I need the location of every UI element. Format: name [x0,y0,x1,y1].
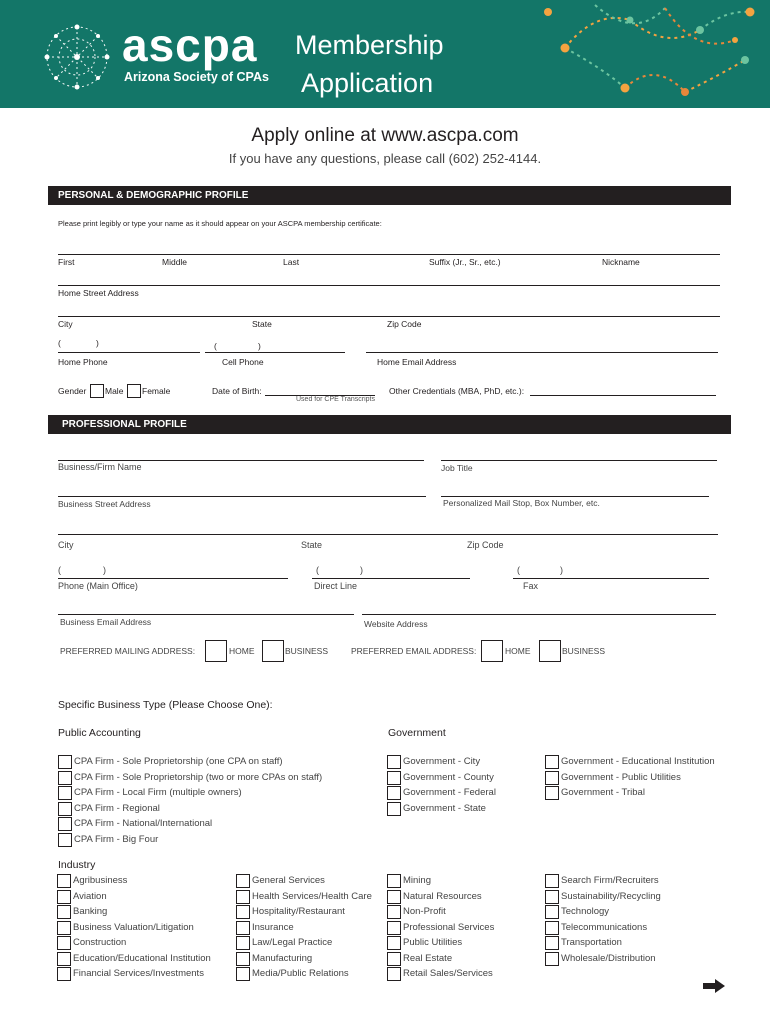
option-label: Mining [403,875,431,886]
option-label: CPA Firm - National/International [74,818,213,829]
industry-heading: Industry [58,859,96,871]
direct-paren-close: ) [360,565,363,575]
option-label: Public Utilities [403,937,463,948]
option-checkbox[interactable] [387,771,401,785]
option-label: General Services [252,875,325,886]
option-checkbox[interactable] [58,833,72,847]
apply-online-heading: Apply online at www.ascpa.com [251,125,519,146]
option-checkbox[interactable] [57,921,71,935]
option-label: Financial Services/Investments [73,968,204,979]
option-label: Wholesale/Distribution [561,952,656,964]
option-label: Sustainability/Recycling [561,890,661,902]
option-label: CPA Firm - Regional [74,802,160,814]
option-checkbox[interactable] [387,786,401,800]
home-state-label: State [252,319,272,329]
option-label: Government - Tribal [561,787,645,798]
option-checkbox[interactable] [58,802,72,816]
option-checkbox[interactable] [545,952,559,966]
logo-subtitle: Arizona Society of CPAs [124,70,269,84]
firm-name-label: Business/Firm Name [58,462,142,472]
option-checkbox[interactable] [57,967,71,981]
gender-male-label: Male [105,386,124,396]
option-checkbox[interactable] [236,905,250,919]
option-label: Construction [73,937,127,948]
option-label: CPA Firm - Sole Proprietorship (one CPA on staff) [74,756,283,767]
business-email-line[interactable] [58,614,354,615]
fax-label: Fax [523,581,539,591]
option-label: Real Estate [403,952,453,964]
pref-mailing-home-checkbox[interactable] [205,640,227,662]
option-checkbox[interactable] [387,967,401,981]
fax-paren-open: ( [517,565,520,575]
option-label: Natural Resources [403,890,482,902]
pref-mailing-label: PREFERRED MAILING ADDRESS: [60,646,196,656]
job-title-line[interactable] [441,460,717,461]
option-label: Transportation [561,937,622,948]
logo-wordmark: ascpa [122,19,258,71]
option-checkbox[interactable] [387,921,401,935]
option-checkbox[interactable] [545,755,559,769]
home-address-label: Home Street Address [58,288,139,298]
pref-email-business-checkbox[interactable] [539,640,561,662]
option-checkbox[interactable] [236,874,250,888]
option-label: Non-Profit [403,906,446,917]
option-checkbox[interactable] [58,755,72,769]
firm-name-line[interactable] [58,460,424,461]
gender-female-label: Female [142,386,171,396]
last-label: Last [283,257,300,267]
option-checkbox[interactable] [387,952,401,966]
cell-phone-paren-open: ( [214,341,217,351]
middle-label: Middle [162,257,188,267]
personal-section-bar: PERSONAL & DEMOGRAPHIC PROFILE [48,186,731,205]
gender-male-checkbox[interactable] [90,384,104,398]
pref-mailing-business-checkbox[interactable] [262,640,284,662]
other-credentials-label: Other Credentials (MBA, PhD, etc.): [389,386,525,396]
public-accounting-heading: Public Accounting [58,727,141,739]
cell-phone-label: Cell Phone [222,357,264,367]
business-city-line[interactable] [58,534,718,535]
nickname-label: Nickname [602,257,640,267]
pref-email-home-label: HOME [505,646,531,656]
option-checkbox[interactable] [57,890,71,904]
header-banner [0,0,770,108]
main-phone-paren-close: ) [103,565,106,575]
government-heading: Government [388,727,446,739]
option-checkbox[interactable] [57,936,71,950]
option-label: Government - Public Utilities [561,771,681,783]
mail-stop-line[interactable] [441,496,709,497]
contact-phone-text: If you have any questions, please call (602) 252-4144. [228,151,542,166]
option-checkbox[interactable] [545,921,559,935]
option-label: Agribusiness [73,875,128,886]
dob-note: Used for CPE Transcripts [296,396,375,403]
option-label: CPA Firm - Local Firm (multiple owners) [74,787,242,798]
option-checkbox[interactable] [236,921,250,935]
option-label: Government - Educational Institution [561,756,715,767]
option-label: Law/Legal Practice [252,937,333,948]
option-checkbox[interactable] [387,755,401,769]
option-checkbox[interactable] [545,771,559,785]
option-checkbox[interactable] [387,890,401,904]
direct-line-label: Direct Line [314,581,358,591]
professional-section-bar: PROFESSIONAL PROFILE [48,415,731,434]
option-label: Banking [73,906,108,917]
option-label: CPA Firm - Big Four [74,833,159,845]
option-checkbox[interactable] [387,802,401,816]
gender-female-checkbox[interactable] [127,384,141,398]
option-label: Search Firm/Recruiters [561,875,659,886]
option-label: CPA Firm - Sole Proprietorship (two or more CPAs on staff) [74,771,323,783]
name-line[interactable] [58,254,720,255]
option-checkbox[interactable] [545,905,559,919]
option-label: Government - State [403,802,486,814]
option-label: Health Services/Health Care [252,890,372,902]
option-label: Aviation [73,890,107,902]
home-zip-label: Zip Code [387,319,422,329]
home-phone-paren-open: ( [58,338,61,348]
pref-mailing-business-label: BUSINESS [285,646,328,656]
business-type-heading: Specific Business Type (Please Choose One): [58,699,273,711]
business-state-label: State [301,540,323,550]
option-label: Government - City [403,756,481,767]
pref-mailing-home-label: HOME [229,646,255,656]
other-credentials-line[interactable] [530,395,716,396]
logo-mark-icon [38,18,116,96]
title-line-1: Membership [295,30,444,60]
option-label: Hospitality/Restaurant [252,906,345,917]
main-phone-line[interactable] [58,578,288,579]
option-checkbox[interactable] [387,905,401,919]
home-city-line[interactable] [58,316,720,317]
option-checkbox[interactable] [58,771,72,785]
option-checkbox[interactable] [236,936,250,950]
direct-line-line[interactable] [312,578,470,579]
business-address-label: Business Street Address [58,499,151,509]
cell-phone-paren-close: ) [258,341,261,351]
next-page-arrow-icon[interactable] [702,978,726,994]
option-checkbox[interactable] [236,967,250,981]
home-city-label: City [58,319,73,329]
option-checkbox[interactable] [545,874,559,888]
home-phone-line[interactable] [58,352,200,353]
business-email-label: Business Email Address [60,617,152,627]
fax-paren-close: ) [560,565,563,575]
pref-email-label: PREFERRED EMAIL ADDRESS: [351,646,477,656]
option-checkbox[interactable] [545,890,559,904]
website-line[interactable] [362,614,716,615]
option-label: Professional Services [403,921,495,933]
business-zip-label: Zip Code [467,540,504,550]
pref-email-business-label: BUSINESS [562,646,605,656]
suffix-label: Suffix (Jr., Sr., etc.) [429,257,501,267]
option-checkbox[interactable] [236,890,250,904]
option-label: Retail Sales/Services [403,968,493,979]
option-checkbox[interactable] [58,786,72,800]
direct-paren-open: ( [316,565,319,575]
option-checkbox[interactable] [236,952,250,966]
page-title [295,26,444,102]
home-phone-label: Home Phone [58,357,108,367]
option-checkbox[interactable] [58,817,72,831]
cell-phone-line[interactable] [205,352,345,353]
home-phone-paren-close: ) [96,338,99,348]
option-checkbox[interactable] [387,874,401,888]
home-address-line[interactable] [58,285,720,286]
option-checkbox[interactable] [57,905,71,919]
option-label: Manufacturing [252,952,313,964]
option-label: Media/Public Relations [252,968,349,979]
business-city-label: City [58,540,74,550]
option-label: Insurance [252,921,294,933]
home-email-label: Home Email Address [377,357,457,367]
option-label: Government - County [403,771,494,783]
option-label: Technology [561,906,610,917]
option-label: Education/Educational Institution [73,952,211,964]
main-phone-label: Phone (Main Office) [58,581,138,591]
fax-line[interactable] [513,578,709,579]
business-address-line[interactable] [58,496,426,497]
option-label: Government - Federal [403,787,496,798]
option-checkbox[interactable] [57,874,71,888]
option-label: Telecommunications [561,921,648,933]
option-checkbox[interactable] [387,936,401,950]
option-label: Business Valuation/Litigation [73,921,194,933]
first-label: First [58,257,75,267]
option-checkbox[interactable] [545,786,559,800]
mail-stop-label: Personalized Mail Stop, Box Number, etc. [443,498,600,508]
website-label: Website Address [364,619,428,629]
dob-label: Date of Birth: [212,386,262,396]
home-email-line[interactable] [366,352,718,353]
job-title-label: Job Title [441,463,473,473]
title-line-2: Application [301,68,434,98]
name-instruction: Please print legibly or type your name as it should appear on your ASCPA membership certificate: [58,219,382,228]
gender-label: Gender [58,386,87,396]
decorative-network-icon [535,0,770,108]
pref-email-home-checkbox[interactable] [481,640,503,662]
main-phone-paren-open: ( [58,565,61,575]
option-checkbox[interactable] [545,936,559,950]
option-checkbox[interactable] [57,952,71,966]
